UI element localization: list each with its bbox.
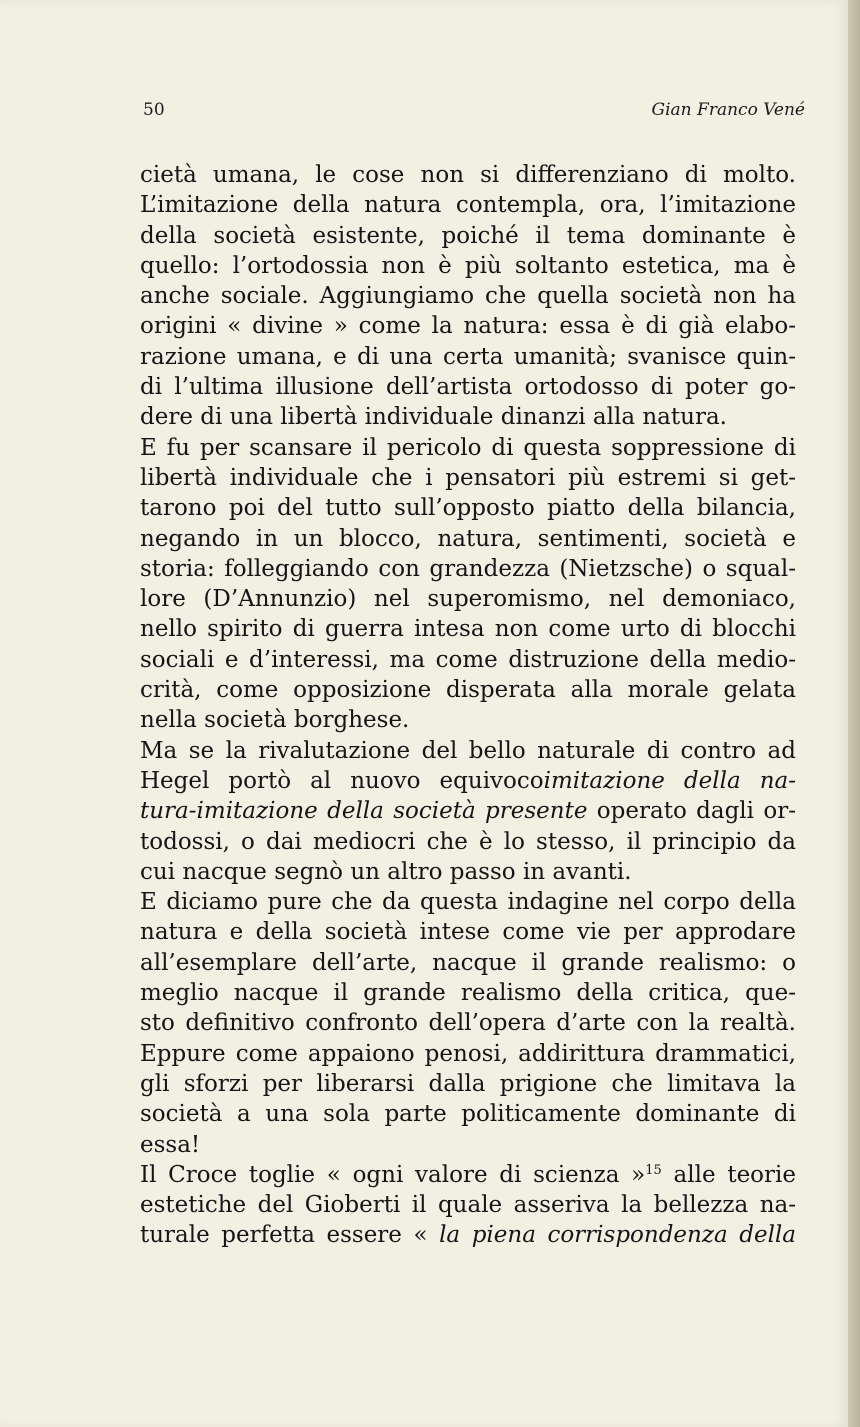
text-line: [140, 463, 796, 493]
text-line: [140, 493, 796, 523]
text-line: [140, 1130, 796, 1160]
text-line: [140, 827, 796, 857]
text-run: tarono poi del tutto sull’opposto piatto della bilancia,: [140, 495, 796, 522]
text-line: [140, 433, 796, 463]
text-line: [140, 887, 796, 917]
text-run: L’imitazione della natura contempla, ora, l’imitazione: [140, 192, 796, 219]
text-line: [140, 190, 796, 220]
text-run: natura e della società intese come vie per approdare: [140, 919, 796, 946]
text-line: [140, 281, 796, 311]
text-run: cui nacque segnò un altro passo in avanti.: [140, 858, 632, 885]
text-line: [140, 705, 796, 735]
text-run: all’esemplare dell’arte, nacque il grande realismo: o: [140, 949, 796, 976]
text-run: quello: l’ortodossia non è più soltanto estetica, ma è: [140, 252, 796, 279]
text-line: [140, 614, 796, 644]
text-run: Ma se la rivalutazione del bello naturale di contro ad: [140, 737, 796, 764]
page-number: 50: [143, 100, 165, 120]
text-line: [140, 1190, 796, 1220]
text-run: Il Croce toglie « ogni valore di scienza »: [140, 1161, 646, 1188]
text-run: sto definitivo confronto dell’opera d’arte con la realtà.: [140, 1010, 796, 1037]
text-line: [140, 1008, 796, 1038]
text-run: crità, come opposizione disperata alla morale gelata: [140, 677, 796, 704]
italic-text: la piena corrispondenza della: [439, 1222, 796, 1249]
text-run: negando in un blocco, natura, sentimenti, società e: [140, 525, 796, 552]
text-run: dere di una libertà individuale dinanzi alla natura.: [140, 404, 727, 431]
text-run: estetiche del Gioberti il quale asseriva la bellezza na-: [140, 1192, 796, 1219]
text-run: Hegel portò al nuovo equivoco: [140, 767, 544, 794]
text-line: [140, 402, 796, 432]
text-run: della società esistente, poiché il tema dominante è: [140, 222, 796, 249]
italic-text: imitazione della na-: [543, 767, 796, 794]
text-run: storia: folleggiando con grandezza (Nietzsche) o squal-: [140, 555, 796, 582]
text-line: [140, 736, 796, 766]
text-run: operato dagli or-: [587, 798, 796, 825]
text-line: [140, 554, 796, 584]
text-line: [140, 675, 796, 705]
text-run: E fu per scansare il pericolo di questa soppressione di: [140, 434, 796, 461]
text-line: [140, 948, 796, 978]
text-line: [140, 1069, 796, 1099]
text-run: turale perfetta essere «: [140, 1222, 440, 1249]
text-line: [140, 917, 796, 947]
italic-text: tura-imitazione della società presente: [140, 798, 588, 825]
text-line: [140, 524, 796, 554]
footnote-ref: 15: [645, 1162, 662, 1178]
text-line: [140, 1160, 796, 1190]
text-run: razione umana, e di una certa umanità; svanisce quin-: [140, 343, 796, 370]
text-run: E diciamo pure che da questa indagine nel corpo della: [140, 889, 796, 916]
text-line: [140, 1099, 796, 1129]
text-line: [140, 251, 796, 281]
text-run: meglio nacque il grande realismo della critica, que-: [140, 980, 796, 1007]
text-run: nella società borghese.: [140, 707, 410, 734]
text-line: [140, 796, 796, 826]
text-run: lore (D’Annunzio) nel superomismo, nel demoniaco,: [140, 586, 796, 613]
text-line: [140, 1039, 796, 1069]
text-line: [140, 857, 796, 887]
body-text: [140, 160, 796, 1251]
text-line: [140, 584, 796, 614]
text-line: [140, 766, 796, 796]
text-line: [140, 372, 796, 402]
text-run: alle teorie: [661, 1161, 796, 1188]
text-line: [140, 645, 796, 675]
text-run: essa!: [140, 1131, 201, 1158]
author-name: Gian Franco Vené: [651, 100, 805, 120]
text-run: sociali e d’interessi, ma come distruzione della medio-: [140, 646, 796, 673]
running-head: [143, 100, 805, 126]
text-run: origini « divine » come la natura: essa è di già elabo-: [140, 313, 796, 340]
text-run: Eppure come appaiono penosi, addirittura drammatici,: [140, 1040, 796, 1067]
text-run: società a una sola parte politicamente dominante di: [140, 1101, 796, 1128]
text-line: [140, 1220, 796, 1250]
text-run: todossi, o dai mediocri che è lo stesso, il principio da: [140, 828, 796, 855]
text-run: cietà umana, le cose non si differenziano di molto.: [140, 162, 796, 188]
text-run: gli sforzi per liberarsi dalla prigione che limitava la: [140, 1070, 796, 1097]
text-line: [140, 160, 796, 190]
page-edge: [848, 0, 860, 1427]
text-line: [140, 221, 796, 251]
text-run: libertà individuale che i pensatori più estremi si get-: [140, 464, 796, 491]
text-run: nello spirito di guerra intesa non come urto di blocchi: [140, 616, 796, 643]
text-line: [140, 311, 796, 341]
text-run: di l’ultima illusione dell’artista ortodosso di poter go-: [140, 374, 796, 401]
text-run: anche sociale. Aggiungiamo che quella società non ha: [140, 283, 796, 310]
text-line: [140, 342, 796, 372]
text-line: [140, 978, 796, 1008]
